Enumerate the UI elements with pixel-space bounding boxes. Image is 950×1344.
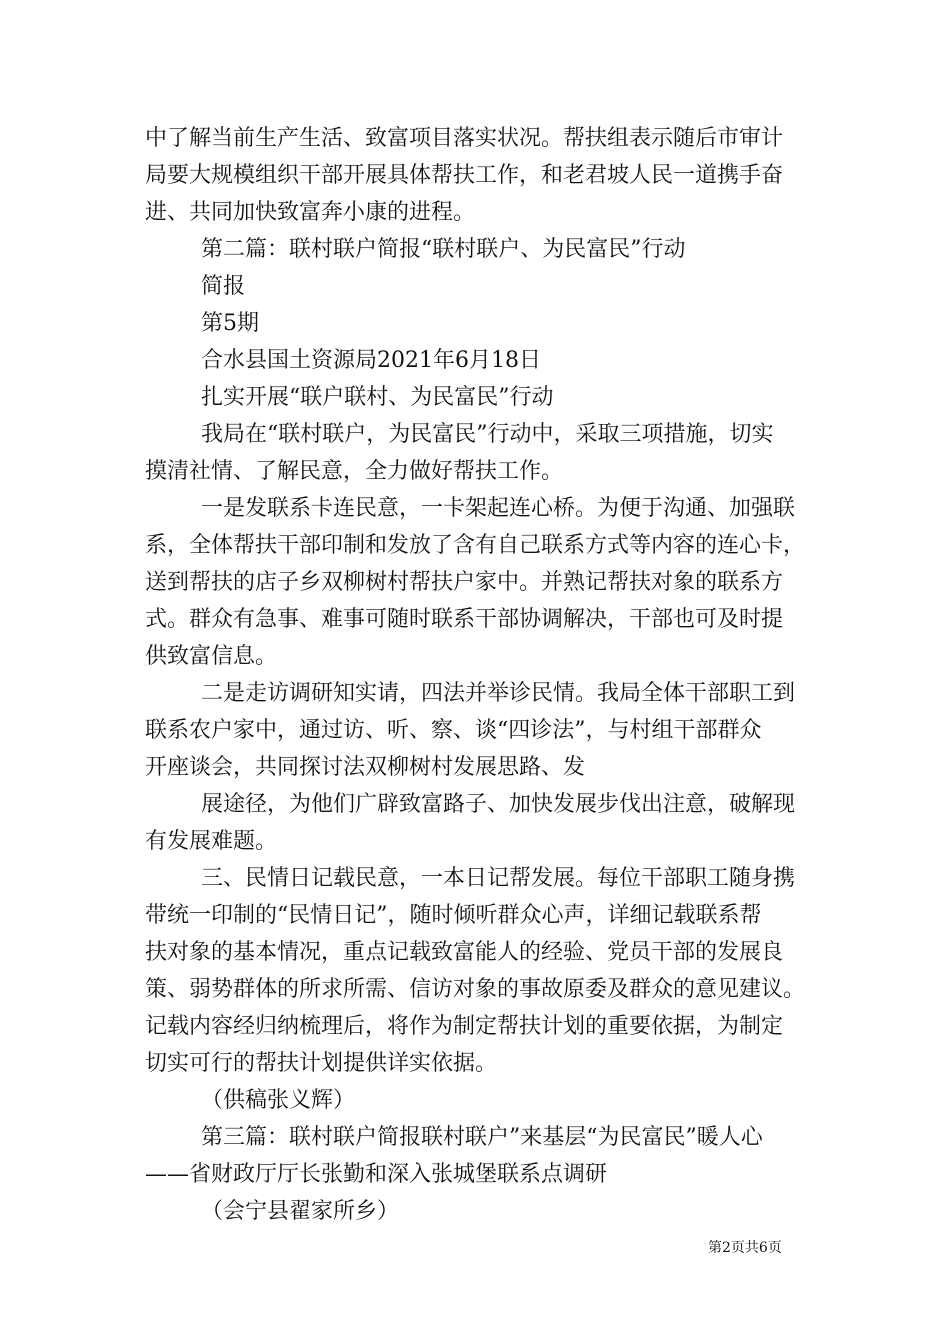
section-heading: 第二篇：联村联户简报“联村联户、为民富民”行动 bbox=[201, 237, 686, 262]
text-line: 一是发联系卡连民意，一卡架起连心桥。为便于沟通、加强联 bbox=[201, 496, 796, 521]
text-line: 策、弱势群体的所求所需、信访对象的事故原委及群众的意见建议。 bbox=[145, 977, 806, 1002]
text-line: 摸清社情、了解民意，全力做好帮扶工作。 bbox=[145, 459, 564, 484]
text-line: 扶对象的基本情况，重点记载致富能人的经验、党员干部的发展良 bbox=[145, 940, 784, 965]
section-heading: 第三篇：联村联户简报联村联户”来基层“为民富民”暖人心 bbox=[201, 1125, 763, 1150]
text-line: 局要大规模组织干部开展具体帮扶工作，和老君坡人民一道携手奋 bbox=[145, 163, 784, 188]
text-line: 带统一印制的“民情日记”，随时倾听群众心声，详细记载联系帮 bbox=[145, 903, 762, 928]
text-line: 二是走访调研知实请，四法并举诊民情。我局全体干部职工到 bbox=[201, 681, 796, 706]
text-line: 中了解当前生产生活、致富项目落实状况。帮扶组表示随后市审计 bbox=[145, 126, 784, 151]
text-line: 送到帮扶的店子乡双柳树村帮扶户家中。并熟记帮扶对象的联系方 bbox=[145, 570, 784, 595]
text-line: 三、民情日记载民意，一本日记帮发展。每位干部职工随身携 bbox=[201, 866, 796, 891]
text-line: 切实可行的帮扶计划提供详实依据。 bbox=[145, 1051, 498, 1076]
text-line: 展途径，为他们广辟致富路子、加快发展步伐出注意，破解现 bbox=[201, 792, 796, 817]
text-line: 合水县国土资源局2021年6月18日 bbox=[201, 348, 541, 373]
contributor-note: （供稿张义辉） bbox=[201, 1088, 356, 1113]
text-line: 第5期 bbox=[201, 311, 259, 336]
text-line: 我局在“联村联户，为民富民”行动中，采取三项措施，切实 bbox=[201, 422, 774, 447]
text-line: 系，全体帮扶干部印制和发放了含有自己联系方式等内容的连心卡， bbox=[145, 533, 806, 558]
text-line: （会宁县翟家所乡） bbox=[201, 1199, 400, 1224]
text-line: 进、共同加快致富奔小康的进程。 bbox=[145, 200, 476, 225]
text-line: 供致富信息。 bbox=[145, 644, 278, 669]
page-number: 第2页共6页 bbox=[708, 1240, 782, 1256]
document-body bbox=[145, 120, 830, 1230]
article-title: 扎实开展“联户联村、为民富民”行动 bbox=[201, 385, 554, 410]
text-line: 式。群众有急事、难事可随时联系干部协调解决，干部也可及时提 bbox=[145, 607, 784, 632]
text-line: 记载内容经归纳梳理后，将作为制定帮扶计划的重要依据，为制定 bbox=[145, 1014, 784, 1039]
text-line: 联系农户家中，通过访、听、察、谈“四诊法”，与村组干部群众 bbox=[145, 718, 762, 743]
subtitle-line: ——省财政厅厅长张勤和深入张城堡联系点调研 bbox=[145, 1162, 608, 1187]
text-line: 开座谈会，共同探讨法双柳树村发展思路、发 bbox=[145, 755, 586, 780]
text-line: 简报 bbox=[201, 274, 246, 299]
text-line: 有发展难题。 bbox=[145, 829, 278, 854]
